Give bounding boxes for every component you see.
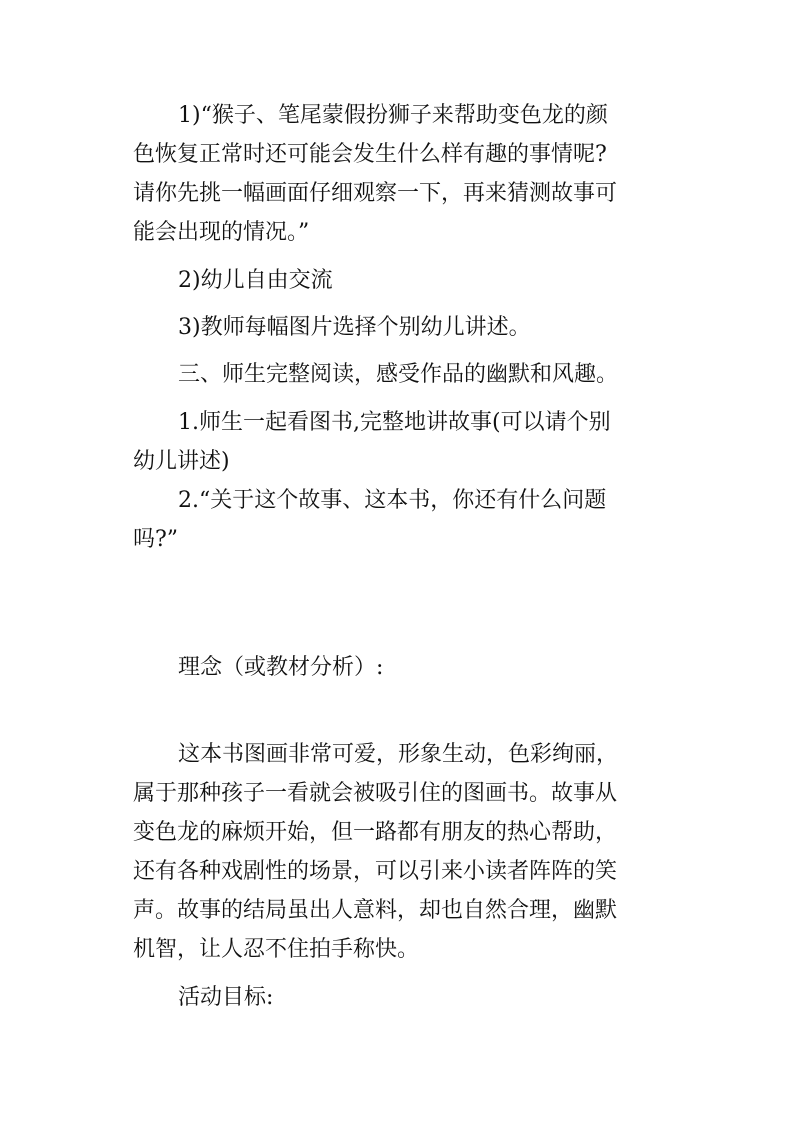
text-line: 2.“关于这个故事、这本书，你还有什么问题	[178, 488, 607, 513]
text-line: 请你先挑一幅画面仔细观察一下，再来猜测故事可	[133, 181, 618, 206]
text-line: 1.师生一起看图书,完整地讲故事(可以请个别	[178, 410, 611, 435]
text-line: 2)幼儿自由交流	[178, 268, 333, 293]
text-line: 这本书图画非常可爱，形象生动，色彩绚丽，	[178, 742, 619, 767]
text-line: 能会出现的情况。”	[133, 220, 310, 245]
text-line: 声。故事的结局虽出人意料，却也自然合理，幽默	[133, 898, 618, 923]
section-heading: 理念（或教材分析）:	[178, 655, 384, 680]
text-line: 1)“猴子、笔尾蒙假扮狮子来帮助变色龙的颜	[178, 103, 608, 128]
text-line: 3)教师每幅图片选择个别幼儿讲述。	[178, 315, 531, 340]
text-line: 吗?”	[133, 527, 179, 552]
text-line: 还有各种戏剧性的场景，可以引来小读者阵阵的笑	[133, 859, 618, 884]
text-line: 机智，让人忍不住拍手称快。	[133, 937, 420, 962]
text-line: 属于那种孩子一看就会被吸引住的图画书。故事从	[133, 781, 618, 806]
text-line: 变色龙的麻烦开始，但一路都有朋友的热心帮助，	[133, 820, 618, 845]
text-line: 色恢复正常时还可能会发生什么样有趣的事情呢?	[133, 142, 607, 167]
section-heading: 活动目标:	[178, 985, 274, 1010]
text-line: 幼儿讲述)	[133, 449, 230, 474]
text-line: 三、师生完整阅读，感受作品的幽默和风趣。	[178, 362, 619, 387]
